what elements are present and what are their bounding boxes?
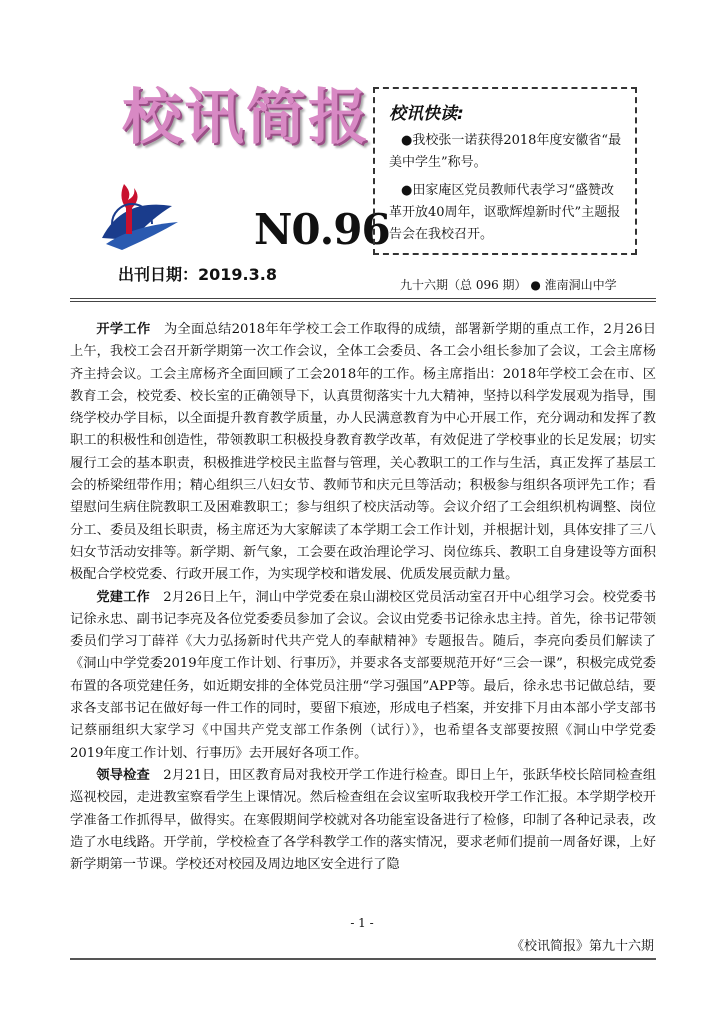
issue-line: 九十六期（总 096 期） ● 淮南洞山中学 — [400, 278, 617, 292]
footer-divider — [70, 958, 656, 960]
article-section — [70, 765, 656, 876]
section-text: 2月26日上午，洞山中学党委在泉山湖校区党员活动室召开中心组学习会。校党委书记徐永忠、副书记李亮及各位党委委员参加了会议。会议由党委书记徐永忠主持。首先，徐书记带领委员们学习丁薛祥《大力弘扬新时代共产党人的奉献精神》专题报告。随后，李亮向委员们解读了《洞山中学党委2019年度工作计划、行事历》，并要求各支部要规范开好“三会一课”，积极完成党委布置的各项党建任务，如近期安排的全体党员注册“学习强国”APP等。最后，徐永忠书记做总结，要求各支部书记在做好每一件工作的同时，要留下痕迹，形成电子档案，并安排下月由本部小学支部书记蔡丽组织大家学习《中国共产党支部工作条例（试行）》，也希望各支部要按照《洞山中学党委2019年度工作计划、行事历》去开展好各项工作。 — [70, 589, 657, 761]
school-logo — [92, 178, 188, 260]
issue-number: N0.96 — [254, 205, 390, 254]
footer-title: 《校讯简报》第九十六期 — [510, 939, 654, 954]
article-section — [70, 319, 656, 587]
article-section — [70, 587, 656, 765]
publication-date: 出刊日期：2019.3.8 — [118, 265, 277, 284]
article-body — [70, 319, 656, 876]
quick-news-box — [373, 87, 637, 255]
section-heading: 党建工作 — [96, 589, 150, 605]
section-heading: 领导检查 — [96, 767, 150, 783]
page-number: - 1 - — [350, 916, 374, 930]
quick-news-item: ●田家庵区党员教师代表学习“盛赞改革开放40周年，讴歌辉煌新时代”主题报告会在我校召开。 — [389, 183, 621, 242]
header-divider — [70, 298, 656, 302]
quick-news-title: 校讯快读: — [389, 104, 464, 124]
section-text: 2月21日，田区教育局对我校开学工作进行检查。即日上午，张跃华校长陪同检查组巡视校园，走进教室察看学生上课情况。然后检查组在会议室听取我校开学工作汇报。本学期学校开学准备工作抓得早，做得实。在寒假期间学校就对各功能室设备进行了检修，印制了各种记录表，改造了水电线路。开学前，学校检查了各学科教学工作的落实情况，要求老师们提前一周备好课，上好新学期第一节课。学校还对校园及周边地区安全进行了隐 — [70, 767, 657, 873]
section-heading: 开学工作 — [96, 322, 151, 337]
quick-news-item: ●我校张一诺获得2018年度安徽省“最美中学生”称号。 — [389, 133, 622, 170]
section-text: 为全面总结2018年年学校工会工作取得的成绩，部署新学期的重点工作，2月26日上午，我校工会召开新学期第一次工作会议，全体工会委员、各工会小组长参加了会议，工会主席杨齐主持会议。工会主席杨齐全面回顾了工会2018年的工作。杨主席指出：2018年学校工会在市、区教育工会，校党委、校长室的正确领导下，认真贯彻落实十九大精神，坚持以科学发展观为指导，围绕学校办学目标，以全面提升教育教学质量，办人民满意教育为中心开展工作，充分调动和发挥了教职工的积极性和创造性，带领教职工积极投身教育教学改革，有效促进了学校事业的长足发展；切实履行工会的基本职责，积极推进学校民主监督与管理，关心教职工的工作与生活，真正发挥了基层工会的桥梁纽带作用；精心组织三八妇女节、教师节和庆元旦等活动；积极参与组织各项评先工作；看望慰问生病住院教职工及困难教职工；参与组织了校庆活动等。会议介绍了工会组织机构调整、岗位分工、委员及组长职责，杨主席还为大家解读了本学期工会工作计划，并根据计划，具体安排了三八妇女节活动安排等。新学期、新气象，工会要在政治理论学习、岗位练兵、教职工自身建设等方面积极配合学校党委、行政开展工作，为实现学校和谐发展、优质发展贡献力量。 — [70, 322, 657, 583]
masthead-title: 校讯简报 — [122, 83, 370, 153]
